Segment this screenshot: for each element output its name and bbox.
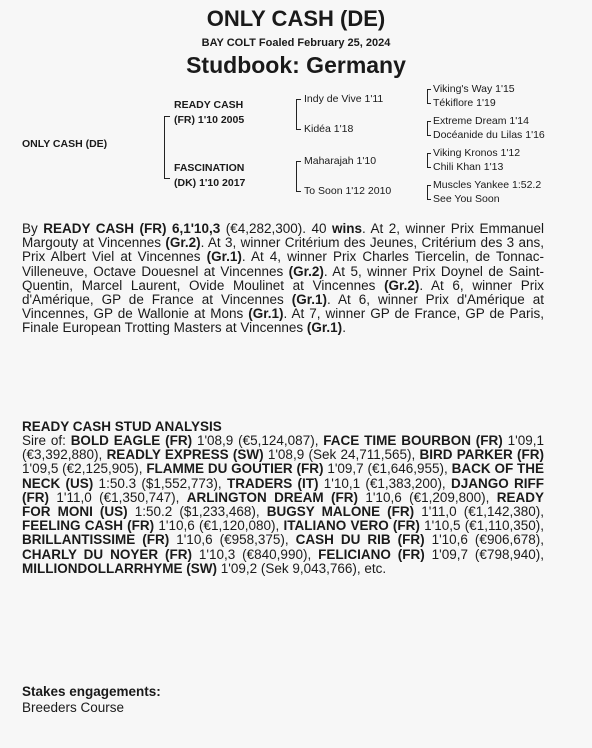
bold-text-run: READY FOR MONI (US) <box>22 489 545 520</box>
text-run: 1'09,2 (Sek 9,043,766), etc. <box>216 560 387 576</box>
bracket-line-gen3 <box>427 185 428 199</box>
text-run: 1'10,6 (€958,375), <box>169 532 296 548</box>
bracket-tick <box>427 153 431 154</box>
text-run: 1:50.3 ($1,552,773), <box>93 475 227 491</box>
bold-text-run: (Gr.1) <box>206 249 242 265</box>
bracket-line-gen3 <box>427 121 428 135</box>
stud-analysis-paragraph <box>22 434 544 576</box>
studbook-title: Studbook: Germany <box>186 52 406 78</box>
pedigree-gen3-entry: Viking's Way 1'15 <box>433 83 515 95</box>
pedigree-gen3-entry: Tékiflore 1'19 <box>433 97 496 109</box>
pedigree-sire-details: (FR) 1'10 2005 <box>174 114 245 126</box>
text-run: 1'10,1 (€1,383,200), <box>318 475 451 491</box>
pedigree-gen3-entry: Chili Khan 1'13 <box>433 161 504 173</box>
bold-text-run: CHARLY DU NOYER (FR) <box>22 546 192 562</box>
bracket-tick <box>296 129 301 130</box>
bracket-tick <box>164 116 170 117</box>
stakes-heading: Stakes engagements: <box>22 684 161 699</box>
text-run: 1'10,3 (€840,990), <box>191 546 319 562</box>
text-run: . At 4, winner Prix Charles Tiercelin, de Tonnac-Villeneuve, Octave Douesnel at Vincennes <box>22 249 544 279</box>
pedigree-gen3-entry: Docéanide du Lilas 1'16 <box>433 129 545 141</box>
text-run: . <box>342 320 346 336</box>
bracket-tick <box>427 89 431 90</box>
bracket-tick <box>427 167 431 168</box>
bold-text-run: (Gr.2) <box>165 235 201 251</box>
bracket-line-gen3 <box>427 89 428 103</box>
text-run: 1'10,6 (€1,120,080), <box>154 518 284 534</box>
text-run: 1'09,5 (€2,125,905), <box>22 461 147 477</box>
bold-text-run: READLY EXPRESS (SW) <box>106 447 264 463</box>
bracket-tick <box>296 191 301 192</box>
bold-text-run: (Gr.1) <box>248 306 284 322</box>
bold-text-run: FEELING CASH (FR) <box>22 518 155 534</box>
text-run: . At 2, winner Prix Emmanuel Margouty at Vincennes <box>22 221 544 251</box>
bold-text-run: (Gr.2) <box>384 277 420 293</box>
text-run: 1'08,9 (Sek 24,711,565), <box>263 447 420 463</box>
pedigree-gen2-entry: Kidéa 1'18 <box>304 123 354 135</box>
bracket-line-gen2 <box>296 161 297 191</box>
text-run: . At 7, winner GP de France, GP de Paris, Finale European Trotting Masters at Vincennes <box>22 306 545 336</box>
stud-analysis-heading: READY CASH STUD ANALYSIS <box>22 419 222 434</box>
bracket-tick <box>296 99 301 100</box>
text-run: By <box>22 221 44 236</box>
bold-text-run: ITALIANO VERO (FR) <box>283 518 420 534</box>
text-run: 1'10,5 (€1,110,350), <box>419 518 544 534</box>
pedigree-dam-details: (DK) 1'10 2017 <box>174 177 246 189</box>
text-run: 1'10,6 (€906,678), <box>424 532 544 548</box>
bracket-line-gen2 <box>296 99 297 129</box>
bold-text-run: wins <box>332 221 363 236</box>
text-run: 1'09,7 (€1,646,955), <box>323 461 452 477</box>
pedigree-chart <box>0 82 592 212</box>
bold-text-run: MILLIONDOLLARRHYME (SW) <box>22 560 217 576</box>
text-run: 1'10,6 (€1,209,800), <box>357 489 497 505</box>
bold-text-run: CASH DU RIB (FR) <box>295 532 425 548</box>
text-run: (€4,282,300). 40 <box>220 221 332 236</box>
pedigree-sire-name: READY CASH <box>174 99 244 111</box>
bold-text-run: BRILLANTISSIME (FR) <box>22 532 170 548</box>
bracket-tick <box>164 178 170 179</box>
stakes-value: Breeders Course <box>22 700 125 715</box>
bold-text-run: ARLINGTON DREAM (FR) <box>186 489 358 505</box>
horse-name-title: ONLY CASH (DE) <box>206 6 386 31</box>
pedigree-dam-name: FASCINATION <box>174 162 245 174</box>
pedigree-gen3-entry: Extreme Dream 1'14 <box>433 115 529 127</box>
text-run: 1'11,0 (€1,350,747), <box>49 489 187 505</box>
bold-text-run: (Gr.1) <box>291 292 328 308</box>
bold-text-run: FLAMME DU GOUTIER (FR) <box>146 461 324 477</box>
pedigree-gen2-entry: Indy de Vive 1'11 <box>304 93 384 105</box>
bracket-tick <box>427 199 431 200</box>
bold-text-run: FELICIANO (FR) <box>318 546 425 562</box>
bold-text-run: TRADERS (IT) <box>226 475 319 491</box>
pedigree-gen3-entry: Viking Kronos 1'12 <box>433 147 521 159</box>
bold-text-run: BUGSY MALONE (FR) <box>266 504 415 520</box>
text-run: 1:50.2 ($1,233,468), <box>127 504 267 520</box>
pedigree-horse: ONLY CASH (DE) <box>22 138 108 150</box>
bracket-tick <box>427 185 431 186</box>
text-run: . At 5, winner Prix Doynel de Saint-Quentin, Marcel Laurent, Ovide Moulinet at Vincennes <box>22 263 544 293</box>
bracket-tick <box>427 135 431 136</box>
text-run: 1'11,0 (€1,142,380), <box>414 504 545 520</box>
race-record-paragraph <box>22 222 544 336</box>
text-run: . At 6, winner Prix d'Amérique, GP de France at Vincennes <box>22 277 545 308</box>
bracket-line-gen1 <box>164 116 165 178</box>
text-run: . At 6, winner Prix d'Amérique at Vincennes, GP de Wallonie at Mons <box>22 292 544 322</box>
bold-text-run: DJANGO RIFF (FR) <box>22 475 544 505</box>
bold-text-run: FACE TIME BOURBON (FR) <box>323 433 503 448</box>
text-run: 1'09,7 (€798,940), <box>424 546 544 562</box>
text-run: Sire of: <box>22 433 71 448</box>
bracket-tick <box>296 161 301 162</box>
bracket-tick <box>427 121 431 122</box>
text-run: 1'08,9 (€5,124,087), <box>192 433 324 448</box>
foaling-info: BAY COLT Foaled February 25, 2024 <box>201 37 391 49</box>
bold-text-run: (Gr.1) <box>306 320 343 336</box>
bold-text-run: READY CASH (FR) 6,1'10,3 <box>43 221 221 236</box>
text-run: . At 3, winner Critérium des Jeunes, Critérium des 3 ans, Prix Albert Viel at Vincennes <box>22 235 545 265</box>
bold-text-run: BACK OF THE NECK (US) <box>22 461 545 491</box>
bold-text-run: (Gr.2) <box>288 263 324 279</box>
pedigree-gen3-entry: See You Soon <box>433 193 500 205</box>
pedigree-gen2-entry: Maharajah 1'10 <box>304 155 377 167</box>
bracket-tick <box>427 103 431 104</box>
pedigree-gen2-entry: To Soon 1'12 2010 <box>304 185 392 197</box>
bold-text-run: BOLD EAGLE (FR) <box>70 433 193 448</box>
pedigree-gen3-entry: Muscles Yankee 1:52.2 <box>433 179 542 191</box>
text-run: 1'09,1 (€3,392,880), <box>22 433 544 463</box>
bold-text-run: BIRD PARKER (FR) <box>419 447 544 463</box>
bracket-line-gen3 <box>427 153 428 167</box>
